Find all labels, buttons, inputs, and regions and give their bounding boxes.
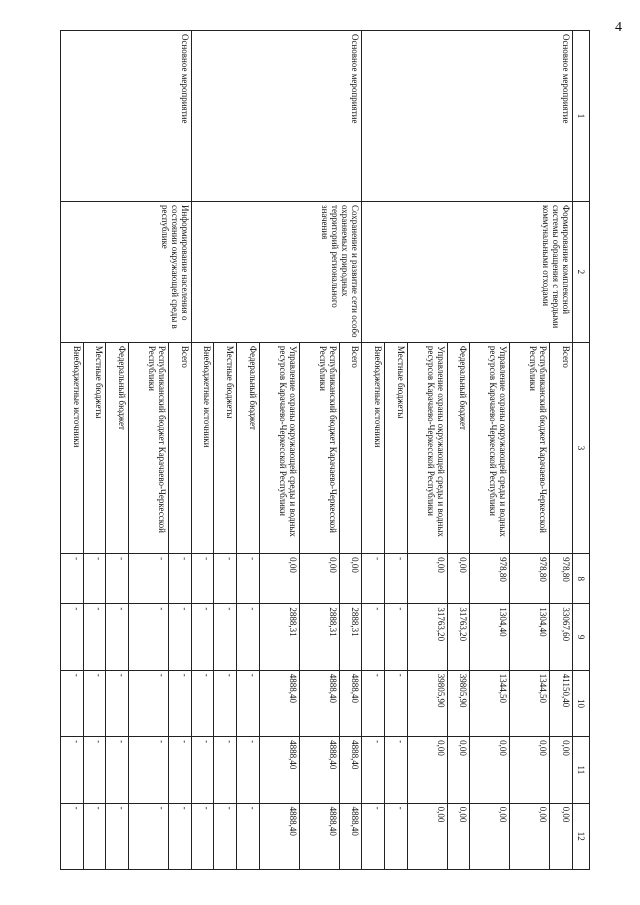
funding-source-cell: Управление охраны окружающей среды и водных ресурсов Карачаево-Черкесской Республики [470,342,510,553]
funding-source-cell: Республиканский бюджет Карачаево-Черкесской Республики [299,342,339,553]
value-cell: - [191,670,214,736]
funding-source-cell: Федеральный бюджет [447,342,470,553]
value-cell: - [236,737,259,803]
value-cell: - [61,670,84,736]
value-cell: 1344,50 [470,670,510,736]
value-cell: 0,00 [407,737,447,803]
value-cell: - [191,803,214,869]
value-cell: - [83,670,106,736]
value-cell: - [191,554,214,604]
activity-name-cell: Формирование комплексной системы обращения с твердыми коммунальными отходами [362,202,573,343]
activity-name-cell: Сохранение и развитие сети особо охраняемых природных территорий регионального значения [191,202,362,343]
table-row [169,31,192,870]
value-cell: - [129,554,169,604]
value-cell: - [191,737,214,803]
value-cell: 978,80 [510,554,550,604]
value-cell: - [384,554,407,604]
value-cell: 0,00 [550,737,573,803]
funding-source-cell: Управление охраны окружающей среды и водных ресурсов Карачаево-Черкесской Республики [259,342,299,553]
value-cell: 0,00 [510,803,550,869]
header-cell: 12 [573,803,590,869]
value-cell: 0,00 [447,737,470,803]
value-cell: 0,00 [470,737,510,803]
funding-source-cell: Местные бюджеты [83,342,106,553]
funding-source-cell: Всего [550,342,573,553]
value-cell: - [362,604,385,670]
header-cell: 10 [573,670,590,736]
value-cell: - [214,803,237,869]
value-cell: - [106,803,129,869]
value-cell: - [236,803,259,869]
value-cell: - [384,737,407,803]
header-cell: 1 [573,31,590,202]
value-cell: 39805,90 [407,670,447,736]
value-cell: 2888,31 [259,604,299,670]
value-cell: - [384,604,407,670]
value-cell: - [169,803,192,869]
value-cell: - [61,604,84,670]
value-cell: - [129,803,169,869]
value-cell: - [106,737,129,803]
value-cell: - [83,604,106,670]
value-cell: 0,00 [550,803,573,869]
funding-source-cell: Внебюджетные источники [362,342,385,553]
value-cell: - [129,670,169,736]
value-cell: - [214,670,237,736]
activity-type-cell: Основное мероприятие [362,31,573,202]
value-cell: - [362,554,385,604]
value-cell: 4888,40 [259,670,299,736]
value-cell: - [106,554,129,604]
value-cell: 0,00 [339,554,362,604]
value-cell: - [362,803,385,869]
value-cell: 0,00 [470,803,510,869]
funding-source-cell: Республиканский бюджет Карачаево-Черкесской Республики [129,342,169,553]
value-cell: 4888,40 [339,670,362,736]
value-cell: 4888,40 [259,737,299,803]
value-cell: - [61,803,84,869]
value-cell: 4888,40 [299,737,339,803]
value-cell: - [83,803,106,869]
funding-source-cell: Управление охраны окружающей среды и водных ресурсов Карачаево-Черкесской Республики [407,342,447,553]
value-cell: 4888,40 [259,803,299,869]
value-cell: - [83,737,106,803]
value-cell: 4888,40 [339,803,362,869]
value-cell: 2888,31 [299,604,339,670]
value-cell: 31763,20 [407,604,447,670]
value-cell: 33067,60 [550,604,573,670]
value-cell: 1304,40 [470,604,510,670]
value-cell: 0,00 [447,554,470,604]
header-row [573,31,590,870]
value-cell: - [83,554,106,604]
value-cell: 41150,40 [550,670,573,736]
value-cell: 2888,31 [339,604,362,670]
value-cell: 0,00 [299,554,339,604]
value-cell: - [106,670,129,736]
value-cell: - [384,803,407,869]
funding-source-cell: Местные бюджеты [214,342,237,553]
value-cell: - [169,737,192,803]
funding-source-cell: Местные бюджеты [384,342,407,553]
funding-source-cell: Всего [169,342,192,553]
value-cell: - [106,604,129,670]
value-cell: - [214,737,237,803]
value-cell: 31763,20 [447,604,470,670]
value-cell: 4888,40 [339,737,362,803]
value-cell: - [236,604,259,670]
value-cell: - [362,737,385,803]
value-cell: - [214,604,237,670]
value-cell: 0,00 [510,737,550,803]
value-cell: - [191,604,214,670]
value-cell: - [169,670,192,736]
value-cell: - [129,737,169,803]
value-cell: 1344,50 [510,670,550,736]
table-row [339,31,362,870]
budget-table-rotated [60,30,590,870]
funding-source-cell: Федеральный бюджет [106,342,129,553]
value-cell: 1304,40 [510,604,550,670]
value-cell: - [169,604,192,670]
activity-name-cell: Информирование населения о состоянии окружающей среды в республике [61,202,192,343]
value-cell: 0,00 [259,554,299,604]
value-cell: 0,00 [407,554,447,604]
value-cell: - [384,670,407,736]
funding-source-cell: Внебюджетные источники [61,342,84,553]
funding-source-cell: Внебюджетные источники [191,342,214,553]
value-cell: - [362,670,385,736]
value-cell: 4888,40 [299,803,339,869]
value-cell: - [129,604,169,670]
header-cell: 2 [573,202,590,343]
page-number: 4 [615,20,622,35]
funding-source-cell: Всего [339,342,362,553]
value-cell: - [61,737,84,803]
header-cell: 9 [573,604,590,670]
header-cell: 11 [573,737,590,803]
value-cell: 39805,90 [447,670,470,736]
value-cell: - [214,554,237,604]
value-cell: - [236,670,259,736]
budget-table [60,30,590,870]
funding-source-cell: Республиканский бюджет Карачаево-Черкесской Республики [510,342,550,553]
funding-source-cell: Федеральный бюджет [236,342,259,553]
table-row [550,31,573,870]
value-cell: 978,80 [470,554,510,604]
value-cell: - [236,554,259,604]
value-cell: 978,80 [550,554,573,604]
value-cell: - [169,554,192,604]
activity-type-cell: Основное мероприятие [61,31,192,202]
value-cell: - [61,554,84,604]
activity-type-cell: Основное мероприятие [191,31,362,202]
value-cell: 4888,40 [299,670,339,736]
value-cell: 0,00 [407,803,447,869]
header-cell: 8 [573,554,590,604]
value-cell: 0,00 [447,803,470,869]
header-cell: 3 [573,342,590,553]
